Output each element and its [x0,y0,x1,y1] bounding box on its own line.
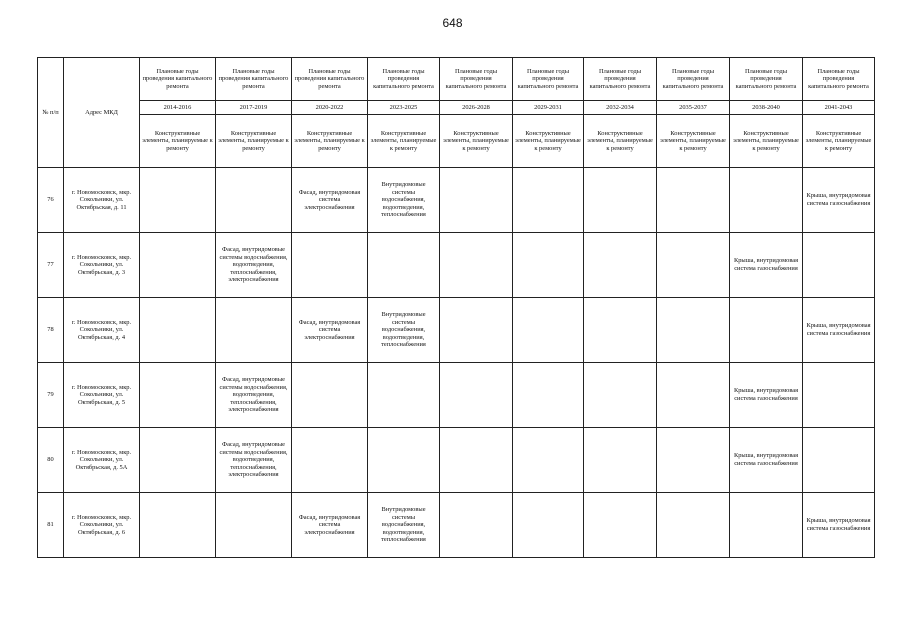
table-cell [657,493,730,558]
table-cell [440,298,513,363]
table-cell: Фасад, внутридомовые системы водоснабжения, водоотведения, теплоснабжения, электроснабжения [216,363,292,428]
table-cell [657,233,730,298]
row-number: 76 [38,168,64,233]
repair-plan-table [37,57,875,558]
table-cell [584,493,657,558]
table-cell [368,363,440,428]
table-cell [584,428,657,493]
col-header-elements: Конструктивные элементы, планируемые к ремонту [513,115,584,168]
table-row [38,363,875,428]
table-row [38,428,875,493]
table-cell: Фасад, внутридомовые системы водоснабжения, водоотведения, теплоснабжения, электроснабжения [216,233,292,298]
col-header-plan-title: Плановые годы проведения капитального ремонта [216,58,292,101]
row-number: 81 [38,493,64,558]
table-cell: Внутридомовые системы водоснабжения, водоотведения, теплоснабжения [368,298,440,363]
col-header-num: № п/п [38,58,64,168]
table-cell: Крыша, внутридомовая система газоснабжения [730,428,803,493]
row-number: 79 [38,363,64,428]
row-address: г. Новомосковск, мкр. Сокольники, ул. Октябрьская, д. 11 [64,168,140,233]
row-number: 80 [38,428,64,493]
table-cell [140,428,216,493]
table-cell [657,428,730,493]
col-header-plan-title: Плановые годы проведения капитального ремонта [140,58,216,101]
row-address: г. Новомосковск, мкр. Сокольники, ул. Октябрьская, д. 4 [64,298,140,363]
col-header-period: 2029-2031 [513,101,584,115]
table-cell [140,298,216,363]
table-cell [292,428,368,493]
col-header-plan-title: Плановые годы проведения капитального ремонта [513,58,584,101]
table-cell [657,168,730,233]
table-cell [440,428,513,493]
table-cell [584,298,657,363]
row-address: г. Новомосковск, мкр. Сокольники, ул. Октябрьская, д. 6 [64,493,140,558]
col-header-plan-title: Плановые годы проведения капитального ремонта [368,58,440,101]
page-number: 648 [442,16,463,30]
table-cell [513,493,584,558]
col-header-elements: Конструктивные элементы, планируемые к ремонту [292,115,368,168]
header-title-row [38,58,875,101]
table-cell [584,233,657,298]
col-header-elements: Конструктивные элементы, планируемые к ремонту [140,115,216,168]
table-cell: Внутридомовые системы водоснабжения, водоотведения, теплоснабжения [368,493,440,558]
row-number: 77 [38,233,64,298]
table-cell: Фасад, внутридомовая система электроснабжения [292,493,368,558]
header-years-row [38,101,875,115]
row-number: 78 [38,298,64,363]
col-header-period: 2023-2025 [368,101,440,115]
row-address: г. Новомосковск, мкр. Сокольники, ул. Октябрьская, д. 3 [64,233,140,298]
table-cell [513,298,584,363]
table-cell [513,168,584,233]
col-header-period: 2032-2034 [584,101,657,115]
table-cell: Крыша, внутридомовая система газоснабжения [730,363,803,428]
col-header-elements: Конструктивные элементы, планируемые к ремонту [803,115,875,168]
table-cell [584,363,657,428]
table-cell [730,298,803,363]
table-cell [803,363,875,428]
col-header-elements: Конструктивные элементы, планируемые к ремонту [657,115,730,168]
table-cell [140,493,216,558]
row-address: г. Новомосковск, мкр. Сокольники, ул. Октябрьская, д. 5А [64,428,140,493]
table-cell [368,428,440,493]
table-cell [513,428,584,493]
table-cell [440,363,513,428]
col-header-period: 2038-2040 [730,101,803,115]
col-header-elements: Конструктивные элементы, планируемые к ремонту [584,115,657,168]
table-cell [657,298,730,363]
table-cell [140,233,216,298]
table-cell [440,493,513,558]
col-header-plan-title: Плановые годы проведения капитального ремонта [440,58,513,101]
col-header-plan-title: Плановые годы проведения капитального ремонта [584,58,657,101]
table-cell: Крыша, внутридомовая система газоснабжения [803,298,875,363]
table-cell [440,233,513,298]
table-cell: Фасад, внутридомовая система электроснабжения [292,298,368,363]
col-header-plan-title: Плановые годы проведения капитального ремонта [803,58,875,101]
table-row [38,298,875,363]
col-header-period: 2026-2028 [440,101,513,115]
table-cell: Крыша, внутридомовая система газоснабжения [803,168,875,233]
col-header-plan-title: Плановые годы проведения капитального ремонта [657,58,730,101]
table-cell [803,428,875,493]
table-cell [730,493,803,558]
col-header-period: 2035-2037 [657,101,730,115]
table-cell [292,363,368,428]
row-address: г. Новомосковск, мкр. Сокольники, ул. Октябрьская, д. 5 [64,363,140,428]
table-cell [513,363,584,428]
table-row [38,233,875,298]
col-header-period: 2014-2016 [140,101,216,115]
table-cell: Внутридомовые системы водоснабжения, водоотведения, теплоснабжения [368,168,440,233]
table-cell [140,363,216,428]
table-cell [440,168,513,233]
table-cell: Фасад, внутридомовые системы водоснабжения, водоотведения, теплоснабжения, электроснабжения [216,428,292,493]
col-header-plan-title: Плановые годы проведения капитального ремонта [292,58,368,101]
col-header-elements: Конструктивные элементы, планируемые к ремонту [440,115,513,168]
table-cell [584,168,657,233]
table-cell [140,168,216,233]
table-cell [730,168,803,233]
table-cell [292,233,368,298]
table-cell [216,493,292,558]
header-elements-row [38,115,875,168]
table-row [38,493,875,558]
col-header-address: Адрес МКД [64,58,140,168]
col-header-elements: Конструктивные элементы, планируемые к ремонту [216,115,292,168]
col-header-period: 2041-2043 [803,101,875,115]
col-header-period: 2017-2019 [216,101,292,115]
table-cell [803,233,875,298]
table-cell: Крыша, внутридомовая система газоснабжения [730,233,803,298]
table-cell [216,168,292,233]
table-row [38,168,875,233]
table-cell: Крыша, внутридомовая система газоснабжения [803,493,875,558]
table-cell [216,298,292,363]
col-header-elements: Конструктивные элементы, планируемые к ремонту [368,115,440,168]
table-cell [368,233,440,298]
col-header-period: 2020-2022 [292,101,368,115]
table-cell [513,233,584,298]
col-header-elements: Конструктивные элементы, планируемые к ремонту [730,115,803,168]
col-header-plan-title: Плановые годы проведения капитального ремонта [730,58,803,101]
table-cell: Фасад, внутридомовая система электроснабжения [292,168,368,233]
table-cell [657,363,730,428]
